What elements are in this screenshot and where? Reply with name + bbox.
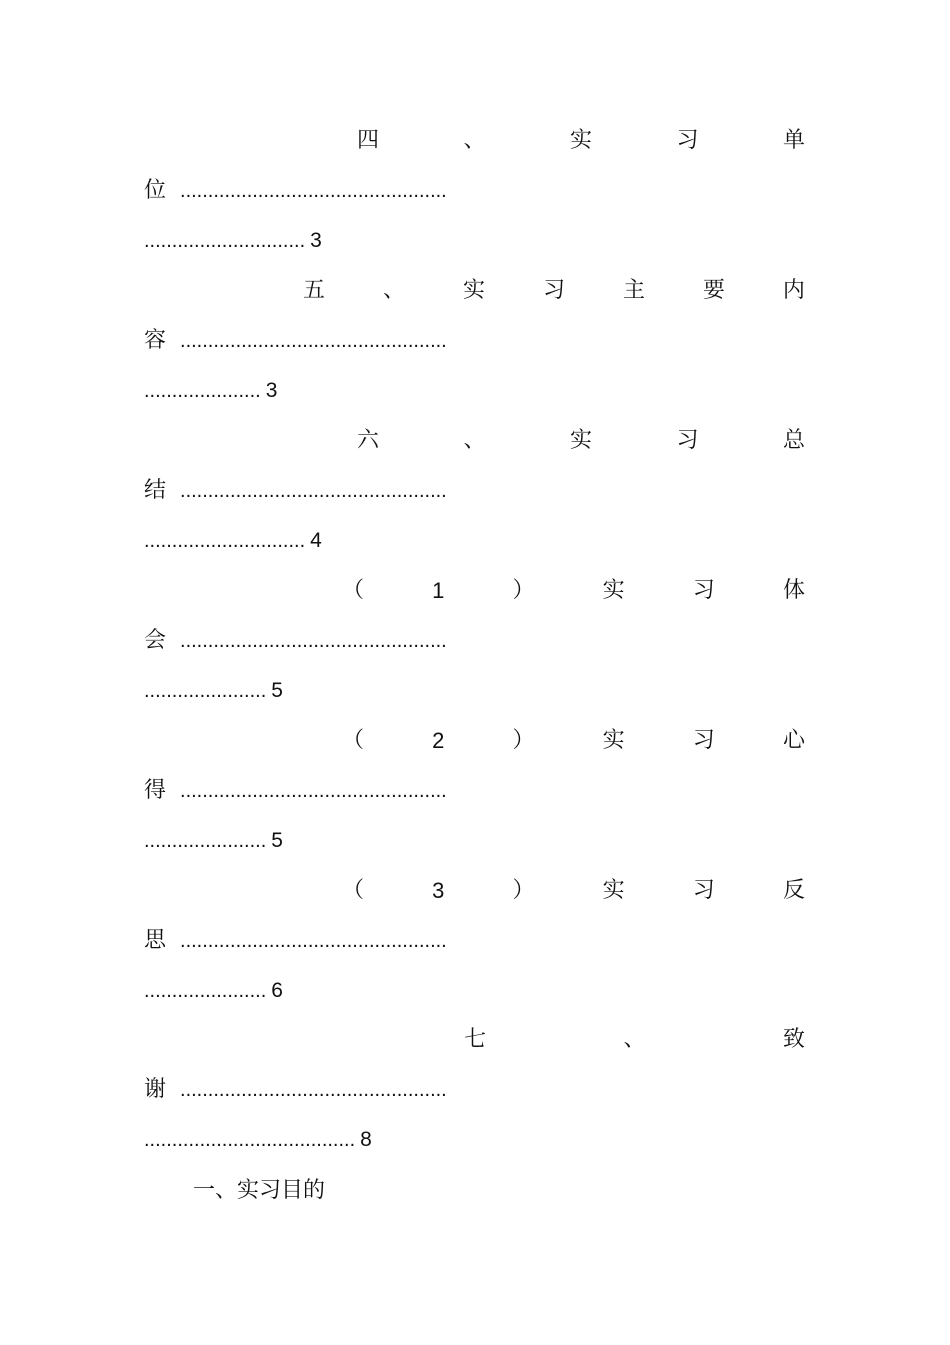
toc-leader-dots: ............................. (144, 530, 306, 552)
toc-heading-tail: 会 (144, 628, 167, 653)
toc-leader-line (144, 1075, 447, 1105)
toc-heading-line (342, 876, 805, 906)
toc-heading-line (357, 126, 805, 156)
toc-page-line (144, 376, 277, 406)
toc-heading-glyph: （ (342, 878, 365, 903)
toc-heading-glyph: 总 (782, 428, 805, 453)
toc-leader-dots: ............................. (144, 230, 306, 252)
toc-heading-glyph: 六 (357, 428, 380, 453)
toc-heading-glyph: 实 (462, 278, 485, 303)
toc-heading-tail: 位 (144, 178, 167, 203)
toc-page-number: 8 (360, 1128, 372, 1151)
toc-leader-line (144, 626, 447, 656)
toc-page-number: 5 (271, 679, 283, 702)
toc-page-number: 3 (265, 379, 278, 402)
toc-leader-dots: ................................................ (180, 930, 447, 952)
toc-heading-glyph: 习 (676, 128, 699, 153)
toc-page-number: 6 (271, 979, 283, 1002)
toc-heading-glyph: 、 (623, 1027, 646, 1052)
toc-heading-glyph: 体 (782, 578, 805, 603)
toc-page-line (144, 226, 322, 256)
section-heading: 一、实习目的 (193, 1178, 326, 1203)
toc-heading-glyph: 反 (782, 878, 805, 903)
toc-heading-glyph: 实 (602, 578, 625, 603)
toc-leader-dots: ................................................ (180, 180, 447, 202)
toc-leader-dots: ................................................ (180, 780, 447, 802)
toc-heading-glyph: 2 (432, 728, 445, 753)
toc-heading-glyph: 七 (464, 1027, 487, 1052)
toc-heading-glyph: 实 (569, 128, 592, 153)
toc-leader-dots: ...................................... (144, 1129, 356, 1151)
toc-page-line (144, 1125, 372, 1155)
toc-heading-glyph: 心 (782, 728, 805, 753)
toc-leader-line (144, 476, 447, 506)
toc-page-number: 3 (310, 229, 322, 252)
toc-heading-line (342, 576, 805, 606)
toc-page-number: 5 (271, 829, 283, 852)
toc-heading-glyph: 单 (782, 128, 805, 153)
toc-page-line (144, 976, 283, 1006)
toc-heading-line (464, 1025, 805, 1055)
toc-heading-glyph: ） (512, 878, 535, 903)
toc-heading-tail: 容 (144, 328, 167, 353)
toc-heading-glyph: 致 (782, 1027, 805, 1052)
toc-heading-glyph: ） (512, 728, 535, 753)
toc-heading-glyph: 习 (692, 878, 715, 903)
toc-heading-glyph: 习 (542, 278, 565, 303)
toc-heading-glyph: 实 (569, 428, 592, 453)
toc-heading-tail: 谢 (144, 1077, 167, 1102)
toc-leader-dots: ...................... (144, 680, 267, 702)
toc-page-line (144, 676, 283, 706)
toc-heading-glyph: 四 (357, 128, 380, 153)
toc-heading-glyph: 习 (692, 578, 715, 603)
toc-leader-dots: ................................................ (180, 480, 447, 502)
toc-heading-glyph: （ (342, 578, 365, 603)
toc-heading-glyph: 内 (782, 278, 805, 303)
toc-heading-tail: 结 (144, 478, 167, 503)
toc-heading-line (357, 426, 805, 456)
toc-heading-glyph: 实 (602, 728, 625, 753)
toc-heading-glyph: 1 (432, 578, 445, 603)
toc-leader-dots: ................................................ (180, 330, 447, 352)
toc-page-line (144, 526, 322, 556)
toc-leader-dots: ...................... (144, 980, 267, 1002)
toc-heading-glyph: （ (342, 728, 365, 753)
toc-heading-tail: 思 (144, 928, 167, 953)
toc-heading-glyph: 主 (622, 278, 645, 303)
toc-leader-line (144, 326, 447, 356)
toc-heading-glyph: 习 (676, 428, 699, 453)
toc-heading-line (303, 276, 805, 306)
toc-heading-line (342, 726, 805, 756)
toc-heading-glyph: 五 (303, 278, 326, 303)
toc-heading-tail: 得 (144, 778, 167, 803)
toc-heading-glyph: 、 (382, 278, 405, 303)
toc-page-line (144, 826, 283, 856)
toc-leader-dots: ...................... (144, 830, 267, 852)
toc-heading-glyph: 习 (692, 728, 715, 753)
toc-leader-dots: ..................... (144, 380, 261, 402)
toc-leader-dots: ................................................ (180, 630, 447, 652)
toc-heading-glyph: 实 (602, 878, 625, 903)
toc-heading-glyph: 、 (463, 128, 486, 153)
toc-leader-line (144, 176, 447, 206)
toc-leader-dots: ................................................ (180, 1079, 447, 1101)
toc-page-number: 4 (310, 529, 322, 552)
toc-heading-glyph: ） (512, 578, 535, 603)
toc-leader-line (144, 776, 447, 806)
toc-heading-glyph: 要 (702, 278, 725, 303)
toc-leader-line (144, 926, 447, 956)
toc-heading-glyph: 、 (463, 428, 486, 453)
toc-heading-glyph: 3 (432, 878, 445, 903)
